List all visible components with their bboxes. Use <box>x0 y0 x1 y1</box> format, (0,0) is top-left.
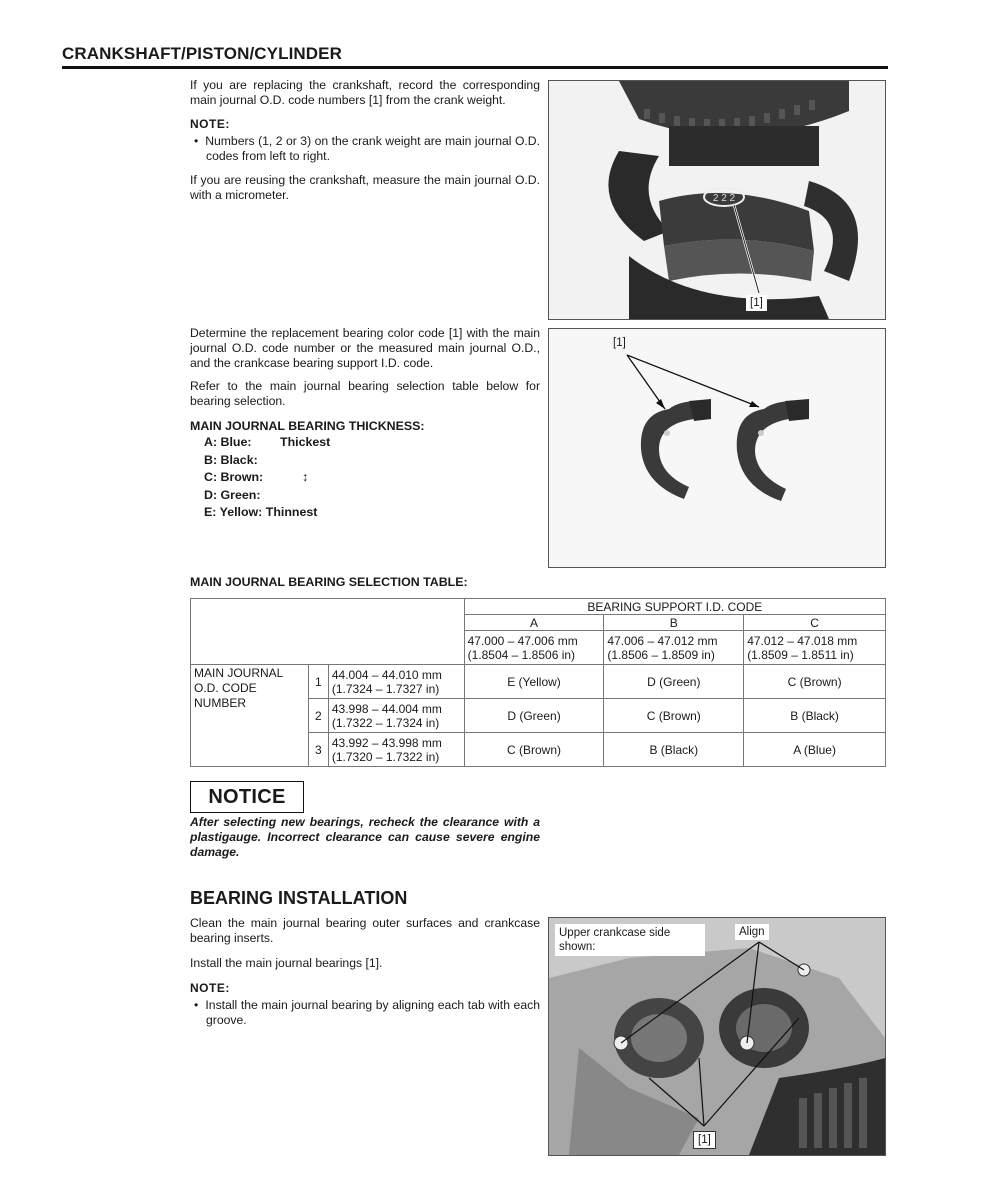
crank-weight-figure <box>548 80 886 320</box>
table-cell: B (Black) <box>604 733 744 767</box>
notice-label: NOTICE <box>190 781 304 813</box>
table-cell: B (Black) <box>744 699 886 733</box>
figure-callout: [1] <box>746 295 767 311</box>
table-cell: C (Brown) <box>604 699 744 733</box>
row-number: 1 <box>308 665 328 699</box>
section-bearing-color <box>190 326 540 522</box>
table-cell: D (Green) <box>464 699 604 733</box>
paragraph: Refer to the main journal bearing selection table below for bearing selection. <box>190 379 540 408</box>
updown-arrow-icon: ↕ <box>302 470 309 484</box>
paragraph: Clean the main journal bearing outer surfaces and crankcase bearing inserts. <box>190 916 540 945</box>
row-header-cell: MAIN JOURNAL O.D. CODE NUMBER <box>191 665 309 767</box>
align-label: Align <box>735 924 769 940</box>
row-range: 43.998 – 44.004 mm (1.7322 – 1.7324 in) <box>328 699 464 733</box>
thickness-item: B: Black: <box>204 452 258 467</box>
row-range: 44.004 – 44.010 mm (1.7324 – 1.7327 in) <box>328 665 464 699</box>
note-bullet-text: Numbers (1, 2 or 3) on the crank weight are main journal O.D. codes from left to right. <box>205 134 540 163</box>
note-label: NOTE: <box>190 981 230 995</box>
table-cell: D (Green) <box>604 665 744 699</box>
table-cell: C (Brown) <box>744 665 886 699</box>
table-header-row <box>191 599 886 615</box>
header-rule <box>62 66 888 69</box>
table-cell: C (Brown) <box>464 733 604 767</box>
table-row <box>191 665 886 699</box>
column-code: A <box>464 615 604 631</box>
note-bullet: • Numbers (1, 2 or 3) on the crank weight are main journal O.D. codes from left to right. <box>194 134 540 163</box>
row-number: 3 <box>308 733 328 767</box>
figure-callout: [1] <box>693 1131 716 1149</box>
figure-callout: [1] <box>613 337 626 349</box>
thickness-heading: MAIN JOURNAL BEARING THICKNESS: <box>190 419 425 433</box>
bearing-selection-table <box>190 598 886 767</box>
column-range: 47.000 – 47.006 mm (1.8504 – 1.8506 in) <box>464 631 604 665</box>
thickness-item: E: Yellow: Thinnest <box>204 505 318 519</box>
thickness-item: C: Brown: ↕ <box>204 470 309 484</box>
table-cell: A (Blue) <box>744 733 886 767</box>
page-header-title: CRANKSHAFT/PISTON/CYLINDER <box>62 44 342 63</box>
bearing-shells-illustration <box>549 329 885 567</box>
column-range: 47.006 – 47.012 mm (1.8506 – 1.8509 in) <box>604 631 744 665</box>
row-number: 2 <box>308 699 328 733</box>
column-code: B <box>604 615 744 631</box>
paragraph: Determine the replacement bearing color code [1] with the main journal O.D. code number or the measured main journal O.D., and the crankcase bearing support I.D. code. <box>190 326 540 370</box>
note-bullet: • Install the main journal bearing by aligning each tab with each groove. <box>194 998 540 1027</box>
bearing-shells-figure <box>548 328 886 568</box>
thickness-list <box>204 434 540 522</box>
column-code: C <box>744 615 886 631</box>
thickness-item: D: Green: <box>204 487 261 502</box>
section-installation <box>190 916 540 1028</box>
thickness-item: A: Blue: Thickest <box>204 435 331 449</box>
row-range: 43.992 – 43.998 mm (1.7320 – 1.7322 in) <box>328 733 464 767</box>
crank-weight-illustration <box>549 81 885 319</box>
engraving-text: 2 2 2 <box>712 193 736 204</box>
note-bullet-text: Install the main journal bearing by aligning each tab with each groove. <box>205 998 540 1027</box>
paragraph: Install the main journal bearings [1]. <box>190 956 383 970</box>
table-corner-cell <box>191 599 465 665</box>
notice-text: After selecting new bearings, recheck the clearance with a plastigauge. Incorrect clearance can cause severe engine damage. <box>190 815 540 859</box>
note-label: NOTE: <box>190 117 230 131</box>
paragraph: If you are replacing the crankshaft, record the corresponding main journal O.D. code numbers [1] from the crank weight. <box>190 78 540 107</box>
section-title: BEARING INSTALLATION <box>190 888 408 908</box>
paragraph: If you are reusing the crankshaft, measure the main journal O.D. with a micrometer. <box>190 173 540 202</box>
column-range: 47.012 – 47.018 mm (1.8509 – 1.8511 in) <box>744 631 886 665</box>
figure-label: Upper crankcase side shown: <box>555 924 705 956</box>
crankcase-figure <box>548 917 886 1156</box>
section-crankshaft-code <box>190 78 540 203</box>
support-header: BEARING SUPPORT I.D. CODE <box>464 599 885 615</box>
table-heading: MAIN JOURNAL BEARING SELECTION TABLE: <box>190 575 468 589</box>
table-cell: E (Yellow) <box>464 665 604 699</box>
